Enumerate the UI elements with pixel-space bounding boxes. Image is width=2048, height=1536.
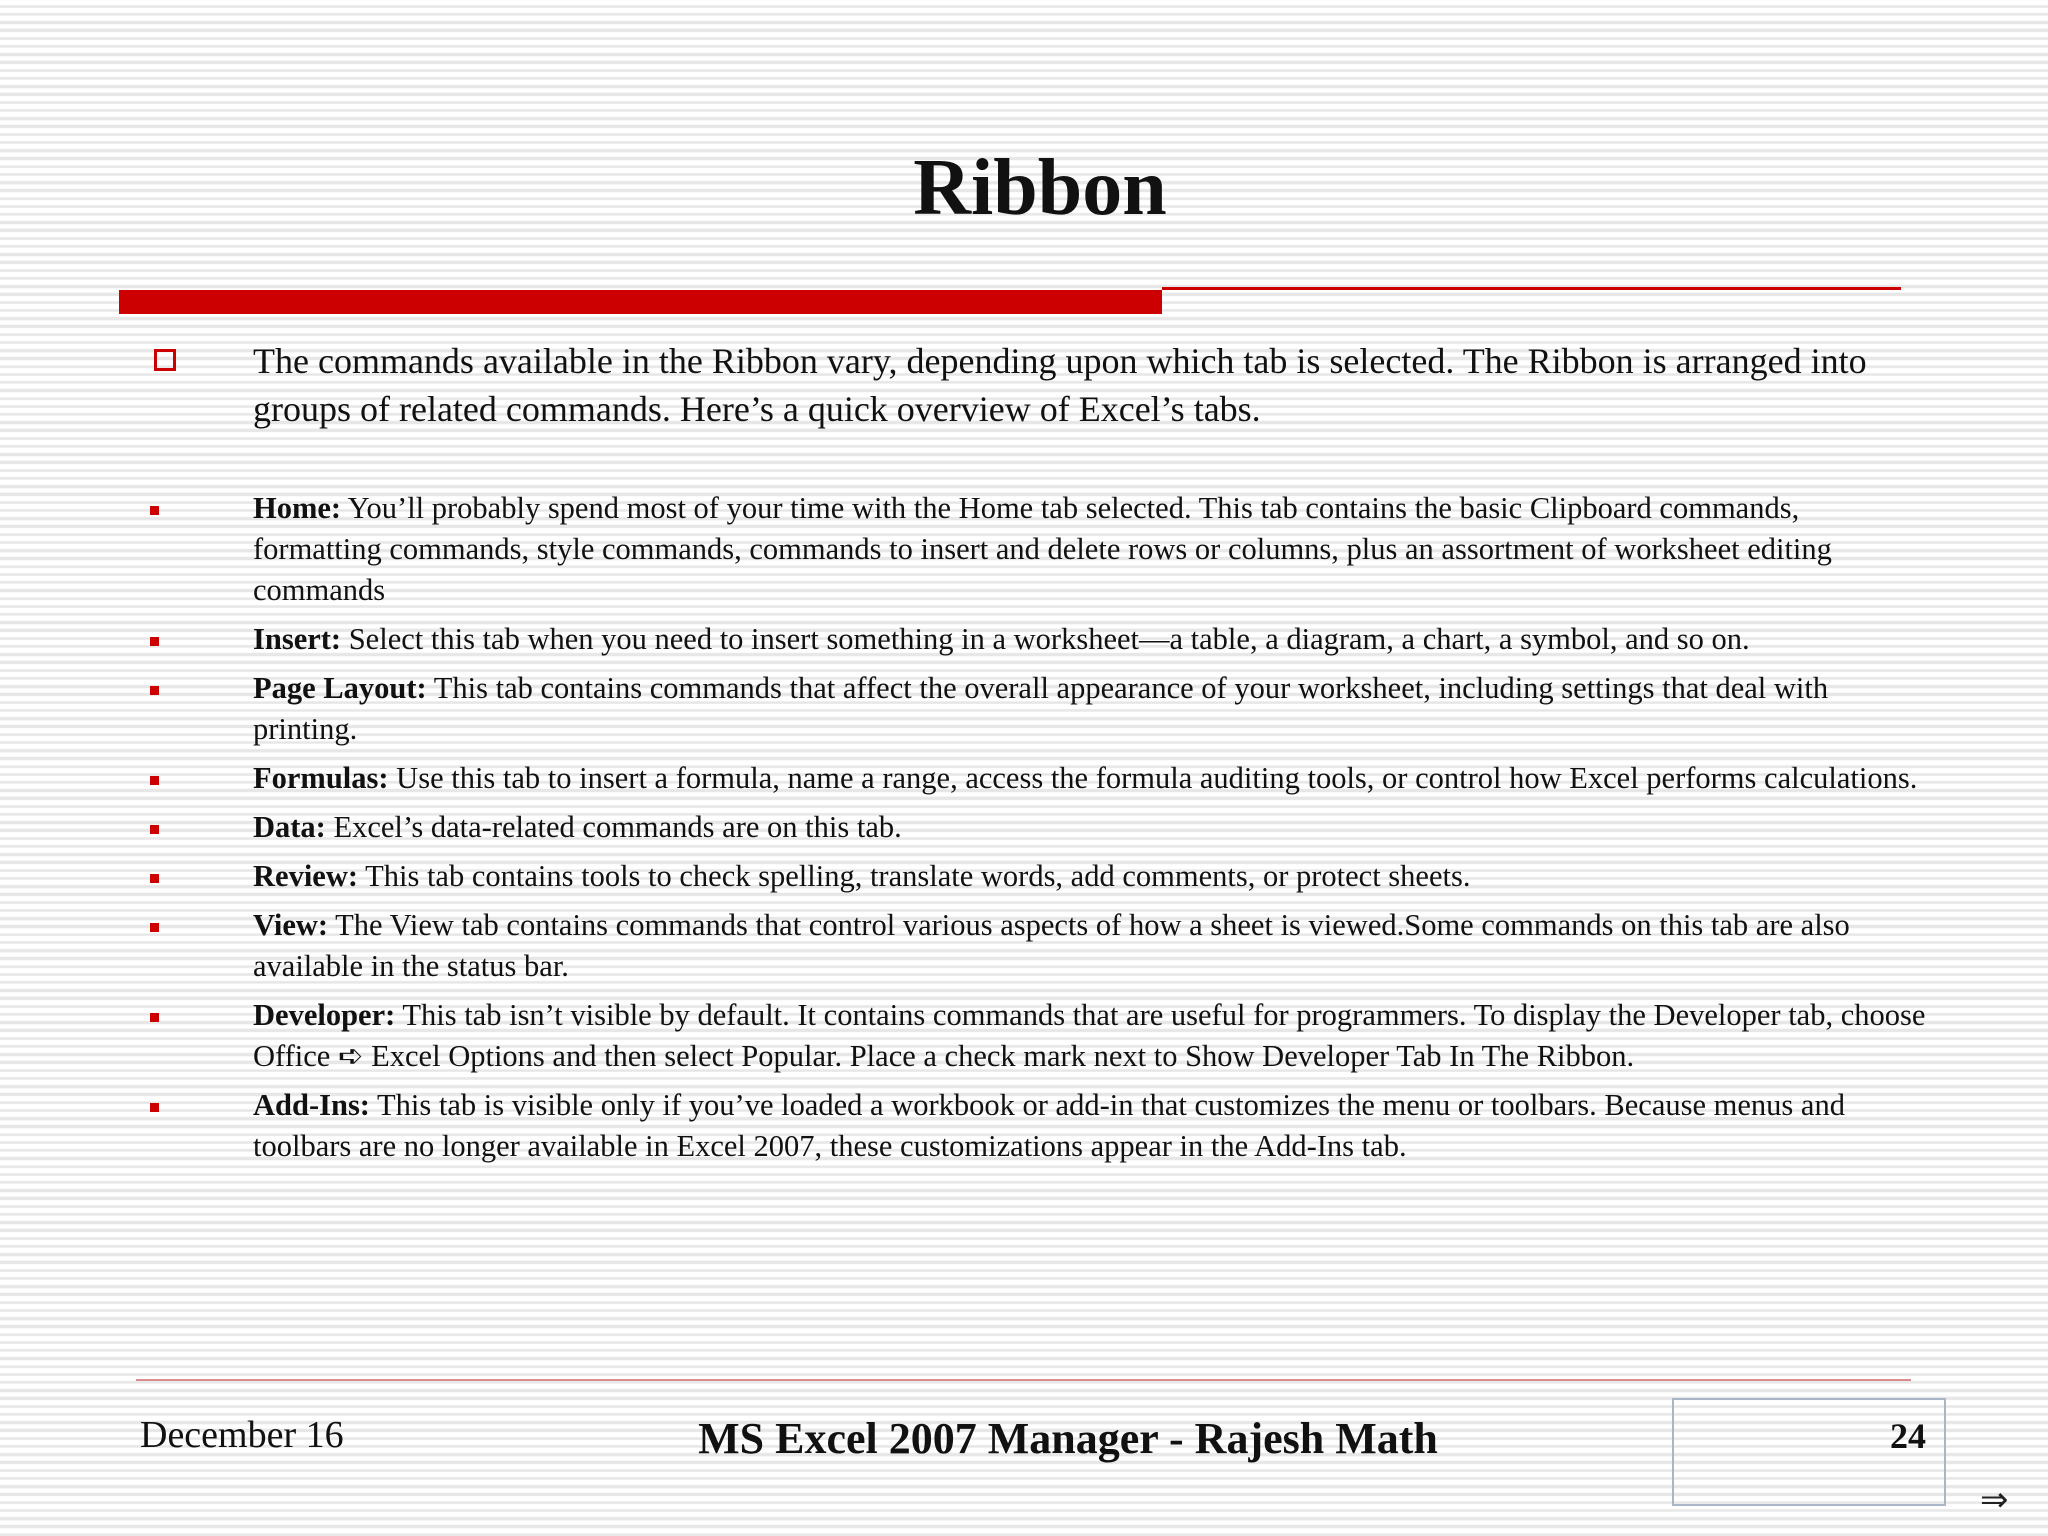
list-item-insert [150,619,1930,660]
list-item-page-layout [150,668,1930,750]
item-label: Formulas: [253,761,389,795]
item-label: Page Layout: [253,671,427,705]
title-underline-thin [1162,287,1901,290]
list-item-add-ins [150,1085,1930,1167]
item-label: Data: [253,810,326,844]
square-bullet-icon [150,1103,159,1112]
next-slide-arrow-icon[interactable]: ⇒ [1980,1480,2009,1520]
square-bullet-icon [150,1013,159,1022]
footer-title: MS Excel 2007 Manager - Rajesh Math [698,1414,1438,1463]
item-label: Add-Ins: [253,1088,370,1122]
square-bullet-icon [150,776,159,785]
square-bullet-icon [150,825,159,834]
list-item-formulas [150,758,1930,799]
tab-list [150,488,1930,1175]
square-bullet-icon [150,506,159,515]
item-label: Home: [253,491,342,525]
intro-paragraph [150,337,1930,433]
intro-text: The commands available in the Ribbon vary, depending upon which tab is selected. The Ribbon is arranged into groups of related commands. Here’s a quick overview of Excel’s tabs. [253,341,1867,429]
list-item-view [150,905,1930,987]
item-description: You’ll probably spend most of your time with the Home tab selected. This tab contains the basic Clipboard commands, formatting commands, style commands, commands to insert and delete rows or columns, plus an assortment of worksheet editing commands [253,491,1832,607]
item-description: Excel’s data-related commands are on this tab. [325,810,902,844]
footer-date: December 16 [140,1414,344,1456]
square-bullet-icon [150,686,159,695]
item-description: This tab isn’t visible by default. It contains commands that are useful for programmers. To display the Developer tab, choose Office ➪ Excel Options and then select Popular. Place a check mark next to Show Developer Tab In The Ribbon. [253,998,1926,1073]
square-bullet-icon [150,923,159,932]
item-description: This tab contains tools to check spelling, translate words, add comments, or protect sheets. [358,859,1471,893]
item-description: This tab contains commands that affect the overall appearance of your worksheet, including settings that deal with printing. [253,671,1829,746]
slide-title: Ribbon [913,144,1167,232]
item-label: Review: [253,859,359,893]
item-description: Use this tab to insert a formula, name a range, access the formula auditing tools, or control how Excel performs calculations. [388,761,1918,795]
page-number: 24 [1890,1416,1926,1456]
list-item-data [150,807,1930,848]
list-item-developer [150,995,1930,1077]
hollow-square-bullet-icon [154,349,176,371]
list-item-home [150,488,1930,611]
title-underline-thick [119,290,1162,314]
item-label: View: [253,908,329,942]
footer-divider [136,1379,1911,1381]
item-description: This tab is visible only if you’ve loaded a workbook or add-in that customizes the menu or toolbars. Because menus and toolbars are no longer available in Excel 2007, these customizations appear in the Add-Ins tab. [253,1088,1845,1163]
item-label: Insert: [253,622,342,656]
item-label: Developer: [253,998,396,1032]
item-description: The View tab contains commands that control various aspects of how a sheet is viewed.Some commands on this tab are also available in the status bar. [253,908,1850,983]
square-bullet-icon [150,637,159,646]
item-description: Select this tab when you need to insert something in a worksheet—a table, a diagram, a chart, a symbol, and so on. [341,622,1750,656]
page-number-box [1672,1398,1946,1506]
square-bullet-icon [150,874,159,883]
list-item-review [150,856,1930,897]
